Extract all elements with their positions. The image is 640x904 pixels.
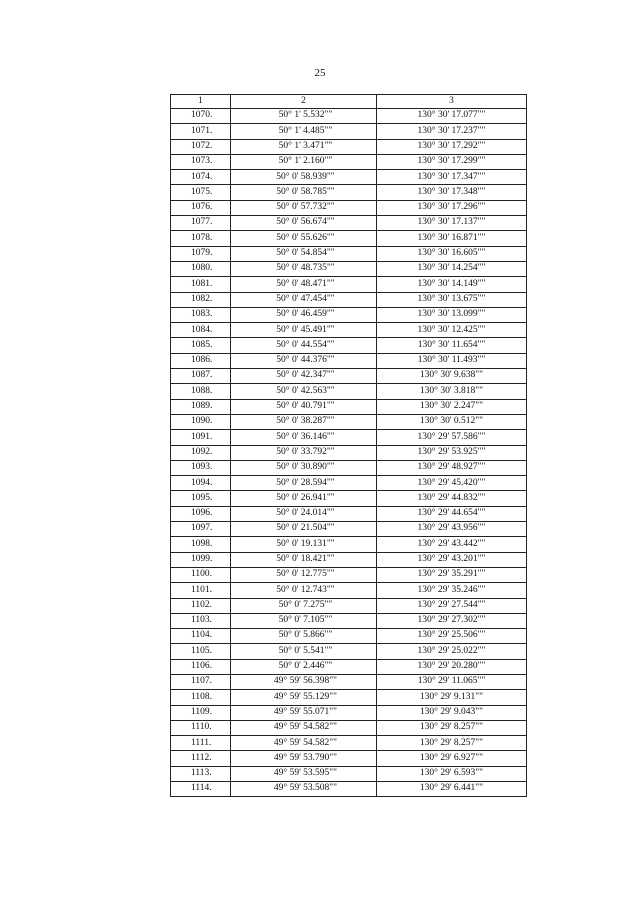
latitude-cell: 49° 59' 54.582"" xyxy=(231,736,377,751)
table-row xyxy=(171,353,527,368)
point-number-cell: 1105. xyxy=(171,644,231,659)
point-number-cell: 1070. xyxy=(171,109,231,124)
table-row xyxy=(171,261,527,276)
table-row xyxy=(171,307,527,322)
longitude-cell: 130° 29' 57.586"" xyxy=(377,430,527,445)
point-number-cell: 1086. xyxy=(171,353,231,368)
point-number-cell: 1104. xyxy=(171,629,231,644)
latitude-cell: 50° 1' 3.471"" xyxy=(231,139,377,154)
point-number-cell: 1109. xyxy=(171,705,231,720)
latitude-cell: 50° 0' 57.732"" xyxy=(231,200,377,215)
longitude-cell: 130° 29' 44.832"" xyxy=(377,491,527,506)
longitude-cell: 130° 29' 45.420"" xyxy=(377,476,527,491)
latitude-cell: 50° 0' 30.890"" xyxy=(231,460,377,475)
longitude-cell: 130° 29' 6.593"" xyxy=(377,766,527,781)
latitude-cell: 50° 0' 40.791"" xyxy=(231,399,377,414)
point-number-cell: 1073. xyxy=(171,154,231,169)
longitude-cell: 130° 29' 43.201"" xyxy=(377,552,527,567)
longitude-cell: 130° 29' 43.956"" xyxy=(377,522,527,537)
longitude-cell: 130° 30' 17.292"" xyxy=(377,139,527,154)
longitude-cell: 130° 29' 9.043"" xyxy=(377,705,527,720)
longitude-cell: 130° 30' 12.425"" xyxy=(377,323,527,338)
point-number-cell: 1078. xyxy=(171,231,231,246)
table-row xyxy=(171,170,527,185)
point-number-cell: 1102. xyxy=(171,598,231,613)
table-row xyxy=(171,506,527,521)
latitude-cell: 50° 0' 48.471"" xyxy=(231,277,377,292)
table-row xyxy=(171,399,527,414)
point-number-cell: 1103. xyxy=(171,613,231,628)
point-number-cell: 1100. xyxy=(171,567,231,582)
table-row xyxy=(171,445,527,460)
latitude-cell: 50° 0' 47.454"" xyxy=(231,292,377,307)
latitude-cell: 50° 0' 2.446"" xyxy=(231,659,377,674)
point-number-cell: 1097. xyxy=(171,522,231,537)
table-row xyxy=(171,109,527,124)
latitude-cell: 49° 59' 54.582"" xyxy=(231,720,377,735)
table-row xyxy=(171,338,527,353)
latitude-cell: 49° 59' 53.790"" xyxy=(231,751,377,766)
longitude-cell: 130° 29' 44.654"" xyxy=(377,506,527,521)
longitude-cell: 130° 29' 35.246"" xyxy=(377,583,527,598)
latitude-cell: 50° 0' 28.594"" xyxy=(231,476,377,491)
longitude-cell: 130° 30' 14.254"" xyxy=(377,261,527,276)
table-header-row xyxy=(171,95,527,109)
latitude-cell: 50° 0' 19.131"" xyxy=(231,537,377,552)
longitude-cell: 130° 29' 35.291"" xyxy=(377,567,527,582)
table-row xyxy=(171,460,527,475)
latitude-cell: 50° 0' 38.287"" xyxy=(231,414,377,429)
point-number-cell: 1080. xyxy=(171,261,231,276)
table-body xyxy=(171,109,527,797)
latitude-cell: 50° 0' 42.347"" xyxy=(231,369,377,384)
point-number-cell: 1107. xyxy=(171,674,231,689)
table-row xyxy=(171,659,527,674)
table-row xyxy=(171,644,527,659)
table-row xyxy=(171,598,527,613)
point-number-cell: 1072. xyxy=(171,139,231,154)
longitude-cell: 130° 30' 16.605"" xyxy=(377,246,527,261)
longitude-cell: 130° 30' 17.137"" xyxy=(377,216,527,231)
table-row xyxy=(171,292,527,307)
table-row xyxy=(171,720,527,735)
latitude-cell: 50° 1' 4.485"" xyxy=(231,124,377,139)
latitude-cell: 49° 59' 56.398"" xyxy=(231,674,377,689)
point-number-cell: 1075. xyxy=(171,185,231,200)
longitude-cell: 130° 29' 20.280"" xyxy=(377,659,527,674)
point-number-cell: 1096. xyxy=(171,506,231,521)
longitude-cell: 130° 29' 6.441"" xyxy=(377,782,527,797)
table-row xyxy=(171,246,527,261)
table-row xyxy=(171,231,527,246)
point-number-cell: 1112. xyxy=(171,751,231,766)
point-number-cell: 1094. xyxy=(171,476,231,491)
latitude-cell: 50° 0' 45.491"" xyxy=(231,323,377,338)
table-row xyxy=(171,384,527,399)
point-number-cell: 1083. xyxy=(171,307,231,322)
table-row xyxy=(171,476,527,491)
column-header-point: 1 xyxy=(171,95,231,109)
table-row xyxy=(171,613,527,628)
point-number-cell: 1076. xyxy=(171,200,231,215)
table-row xyxy=(171,323,527,338)
point-number-cell: 1090. xyxy=(171,414,231,429)
longitude-cell: 130° 29' 11.065"" xyxy=(377,674,527,689)
longitude-cell: 130° 29' 25.022"" xyxy=(377,644,527,659)
table-row xyxy=(171,154,527,169)
longitude-cell: 130° 30' 17.348"" xyxy=(377,185,527,200)
longitude-cell: 130° 29' 43.442"" xyxy=(377,537,527,552)
latitude-cell: 50° 0' 48.735"" xyxy=(231,261,377,276)
point-number-cell: 1087. xyxy=(171,369,231,384)
longitude-cell: 130° 30' 16.871"" xyxy=(377,231,527,246)
latitude-cell: 49° 59' 55.071"" xyxy=(231,705,377,720)
table-row xyxy=(171,369,527,384)
latitude-cell: 50° 0' 5.541"" xyxy=(231,644,377,659)
table-row xyxy=(171,736,527,751)
latitude-cell: 50° 0' 44.376"" xyxy=(231,353,377,368)
longitude-cell: 130° 30' 2.247"" xyxy=(377,399,527,414)
latitude-cell: 50° 0' 7.275"" xyxy=(231,598,377,613)
latitude-cell: 50° 0' 46.459"" xyxy=(231,307,377,322)
table-row xyxy=(171,629,527,644)
latitude-cell: 50° 0' 7.105"" xyxy=(231,613,377,628)
latitude-cell: 50° 0' 58.939"" xyxy=(231,170,377,185)
point-number-cell: 1101. xyxy=(171,583,231,598)
longitude-cell: 130° 29' 53.925"" xyxy=(377,445,527,460)
table-row xyxy=(171,522,527,537)
longitude-cell: 130° 30' 17.299"" xyxy=(377,154,527,169)
longitude-cell: 130° 29' 27.544"" xyxy=(377,598,527,613)
longitude-cell: 130° 29' 8.257"" xyxy=(377,720,527,735)
latitude-cell: 50° 0' 18.421"" xyxy=(231,552,377,567)
table-row xyxy=(171,491,527,506)
table-row xyxy=(171,705,527,720)
longitude-cell: 130° 30' 17.347"" xyxy=(377,170,527,185)
latitude-cell: 49° 59' 55.129"" xyxy=(231,690,377,705)
point-number-cell: 1106. xyxy=(171,659,231,674)
table-row xyxy=(171,674,527,689)
longitude-cell: 130° 29' 9.131"" xyxy=(377,690,527,705)
column-header-longitude: 3 xyxy=(377,95,527,109)
longitude-cell: 130° 30' 17.296"" xyxy=(377,200,527,215)
point-number-cell: 1113. xyxy=(171,766,231,781)
longitude-cell: 130° 29' 48.927"" xyxy=(377,460,527,475)
latitude-cell: 50° 1' 5.532"" xyxy=(231,109,377,124)
latitude-cell: 49° 59' 53.595"" xyxy=(231,766,377,781)
table-row xyxy=(171,782,527,797)
column-header-latitude: 2 xyxy=(231,95,377,109)
table-row xyxy=(171,567,527,582)
latitude-cell: 50° 0' 36.146"" xyxy=(231,430,377,445)
latitude-cell: 50° 0' 56.674"" xyxy=(231,216,377,231)
table-row xyxy=(171,124,527,139)
point-number-cell: 1077. xyxy=(171,216,231,231)
longitude-cell: 130° 30' 13.099"" xyxy=(377,307,527,322)
point-number-cell: 1114. xyxy=(171,782,231,797)
longitude-cell: 130° 30' 17.237"" xyxy=(377,124,527,139)
table-row xyxy=(171,552,527,567)
latitude-cell: 50° 0' 58.785"" xyxy=(231,185,377,200)
latitude-cell: 50° 0' 24.014"" xyxy=(231,506,377,521)
latitude-cell: 50° 0' 12.743"" xyxy=(231,583,377,598)
longitude-cell: 130° 29' 27.302"" xyxy=(377,613,527,628)
table-row xyxy=(171,139,527,154)
table-row xyxy=(171,766,527,781)
point-number-cell: 1108. xyxy=(171,690,231,705)
table-row xyxy=(171,200,527,215)
page-number: 25 xyxy=(314,67,326,79)
latitude-cell: 50° 0' 33.792"" xyxy=(231,445,377,460)
latitude-cell: 50° 0' 44.554"" xyxy=(231,338,377,353)
point-number-cell: 1071. xyxy=(171,124,231,139)
point-number-cell: 1110. xyxy=(171,720,231,735)
coordinates-table xyxy=(170,94,527,797)
point-number-cell: 1095. xyxy=(171,491,231,506)
longitude-cell: 130° 30' 3.818"" xyxy=(377,384,527,399)
latitude-cell: 50° 0' 42.563"" xyxy=(231,384,377,399)
longitude-cell: 130° 30' 9.638"" xyxy=(377,369,527,384)
latitude-cell: 49° 59' 53.508"" xyxy=(231,782,377,797)
point-number-cell: 1111. xyxy=(171,736,231,751)
point-number-cell: 1089. xyxy=(171,399,231,414)
point-number-cell: 1084. xyxy=(171,323,231,338)
latitude-cell: 50° 0' 54.854"" xyxy=(231,246,377,261)
longitude-cell: 130° 30' 11.493"" xyxy=(377,353,527,368)
longitude-cell: 130° 29' 6.927"" xyxy=(377,751,527,766)
point-number-cell: 1088. xyxy=(171,384,231,399)
table-row xyxy=(171,185,527,200)
table-row xyxy=(171,537,527,552)
point-number-cell: 1085. xyxy=(171,338,231,353)
latitude-cell: 50° 0' 26.941"" xyxy=(231,491,377,506)
table-row xyxy=(171,216,527,231)
point-number-cell: 1093. xyxy=(171,460,231,475)
point-number-cell: 1081. xyxy=(171,277,231,292)
latitude-cell: 50° 0' 55.626"" xyxy=(231,231,377,246)
longitude-cell: 130° 30' 0.512"" xyxy=(377,414,527,429)
table-row xyxy=(171,690,527,705)
longitude-cell: 130° 30' 11.654"" xyxy=(377,338,527,353)
point-number-cell: 1079. xyxy=(171,246,231,261)
table-row xyxy=(171,583,527,598)
latitude-cell: 50° 0' 21.504"" xyxy=(231,522,377,537)
latitude-cell: 50° 0' 5.866"" xyxy=(231,629,377,644)
longitude-cell: 130° 29' 8.257"" xyxy=(377,736,527,751)
table-row xyxy=(171,414,527,429)
point-number-cell: 1092. xyxy=(171,445,231,460)
latitude-cell: 50° 0' 12.775"" xyxy=(231,567,377,582)
longitude-cell: 130° 30' 14.149"" xyxy=(377,277,527,292)
point-number-cell: 1074. xyxy=(171,170,231,185)
point-number-cell: 1082. xyxy=(171,292,231,307)
longitude-cell: 130° 30' 17.077"" xyxy=(377,109,527,124)
point-number-cell: 1099. xyxy=(171,552,231,567)
longitude-cell: 130° 30' 13.675"" xyxy=(377,292,527,307)
latitude-cell: 50° 1' 2.160"" xyxy=(231,154,377,169)
table-row xyxy=(171,430,527,445)
point-number-cell: 1091. xyxy=(171,430,231,445)
table-row xyxy=(171,751,527,766)
point-number-cell: 1098. xyxy=(171,537,231,552)
table-row xyxy=(171,277,527,292)
longitude-cell: 130° 29' 25.506"" xyxy=(377,629,527,644)
